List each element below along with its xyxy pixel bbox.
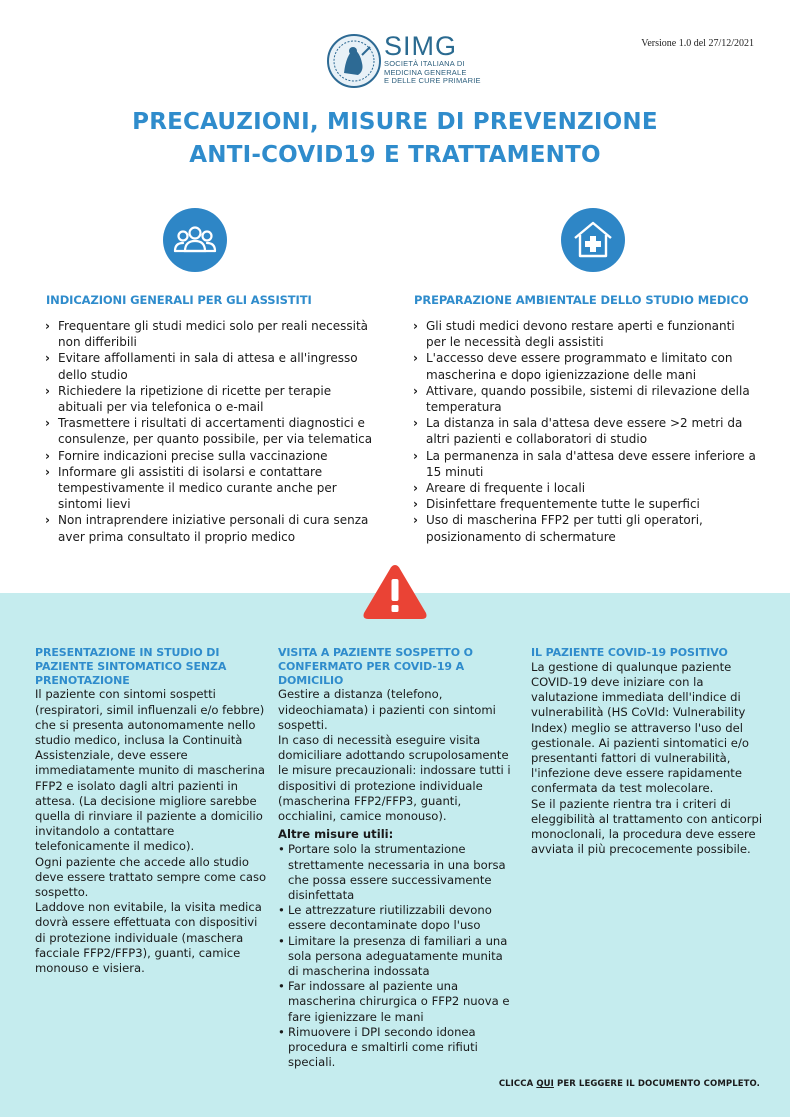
list-item: • Far indossare al paziente una mascherina chirurgica o FFP2 nuova e fare igienizzare le mani xyxy=(278,979,514,1025)
list-item: › Areare di frequente i locali xyxy=(413,481,586,496)
section-body xyxy=(278,687,514,1070)
chevron-right-icon: › xyxy=(413,383,418,398)
chevron-right-icon: › xyxy=(413,497,418,512)
paragraph: Laddove non evitabile, la visita medica dovrà essere effettuata con dispositivi di protezione individuale (maschera facciale FFP2/FFP3), guanti, camice monouso e visiera. xyxy=(35,900,262,976)
section-heading-environment: PREPARAZIONE AMBIENTALE DELLO STUDIO MEDICO xyxy=(414,293,749,307)
list-item: › Evitare affollamenti in sala di attesa e all'ingresso dello studio xyxy=(45,351,358,382)
chevron-right-icon: › xyxy=(45,383,50,398)
section-heading-general: INDICAZIONI GENERALI PER GLI ASSISTITI xyxy=(46,293,312,307)
chevron-right-icon: › xyxy=(413,416,418,431)
chevron-right-icon: › xyxy=(413,481,418,496)
title-line-1: PRECAUZIONI, MISURE DI PREVENZIONE xyxy=(132,109,658,135)
section-heading: PRESENTAZIONE IN STUDIO DI PAZIENTE SINTOMATICO SENZA PRENOTAZIONE xyxy=(35,646,227,687)
paragraph: Gestire a distanza (telefono, videochiamata) i pazienti con sintomi sospetti. xyxy=(278,687,496,732)
list-item: • Rimuovere i DPI secondo idonea procedura e smaltirli come rifiuti speciali. xyxy=(278,1025,514,1071)
list-item: › Uso di mascherina FFP2 per tutti gli operatori, posizionamento di schermature xyxy=(413,513,703,544)
chevron-right-icon: › xyxy=(45,513,50,528)
general-indications-list xyxy=(44,318,374,545)
chevron-right-icon: › xyxy=(413,319,418,333)
list-item: › Fornire indicazioni precise sulla vaccinazione xyxy=(45,448,328,463)
simg-logo-text xyxy=(384,32,481,86)
footer-post: PER LEGGERE IL DOCUMENTO COMPLETO. xyxy=(553,1079,760,1089)
subheading: Altre misure utili: xyxy=(278,827,394,842)
people-group-icon xyxy=(163,208,227,272)
logo-line-2: MEDICINA GENERALE xyxy=(384,67,467,77)
warning-triangle-icon xyxy=(360,561,430,623)
section-heading: IL PAZIENTE COVID-19 POSITIVO xyxy=(531,646,728,659)
logo-line-1: SOCIETÀ ITALIANA DI xyxy=(384,59,465,68)
paragraph: Ogni paziente che accede allo studio deve essere trattato sempre come caso sospetto. xyxy=(35,854,267,900)
list-item: › La distanza in sala d'attesa deve essere >2 metri da altri pazienti e collaboratori di studio xyxy=(413,416,743,447)
chevron-right-icon: › xyxy=(45,464,50,479)
list-item: › La permanenza in sala d'attesa deve essere inferiore a 15 minuti xyxy=(413,448,756,479)
chevron-right-icon: › xyxy=(45,448,50,463)
list-item: › L'accesso deve essere programmato e limitato con mascherina e dopo igienizzazione delle mani xyxy=(413,351,733,382)
list-item: › Gli studi medici devono restare aperti e funzionanti per le necessità degli assistiti xyxy=(413,319,735,350)
chevron-right-icon: › xyxy=(413,513,418,528)
title-line-2: ANTI-COVID19 E TRATTAMENTO xyxy=(189,142,601,168)
paragraph: Il paziente con sintomi sospetti (respiratori, simil influenzali e/o febbre) che si presenta autonomamente nello studio medico, inclusa la Continuità Assistenziale, deve essere immediatamente munito di mascherina FFP2 e isolato dagli altri pazienti in attesa. (La decisione migliore sarebbe quella di rinviare il paziente a domicilio invitandolo a contattare telefonicamente il medico). xyxy=(35,687,265,854)
chevron-right-icon: › xyxy=(45,319,50,333)
medical-house-icon xyxy=(561,208,625,272)
paragraph: In caso di necessità eseguire visita domiciliare adottando scrupolosamente le misure precauzionali: indossare tutti i dispositivi di protezione individuale (mascherina FFP2/FFP3, guanti, occhialini, camice monouso). xyxy=(278,733,511,824)
symptomatic-patient-section xyxy=(35,646,271,976)
list-item: › Informare gli assistiti di isolarsi e contattare tempestivamente il medico curante anche per sintomi lievi xyxy=(45,464,337,512)
list-item: • Limitare la presenza di familiari a una sola persona adeguatamente munita di mascherina indossata xyxy=(278,934,514,980)
measures-list xyxy=(278,842,514,1070)
list-item: • Le attrezzature riutilizzabili devono essere decontaminate dopo l'uso xyxy=(278,903,514,933)
logo-line-3: E DELLE CURE PRIMARIE xyxy=(384,76,481,85)
version-label: Versione 1.0 del 27/12/2021 xyxy=(641,38,754,49)
list-item: • Portare solo la strumentazione strettamente necessaria in una borsa che possa essere successivamente disinfettata xyxy=(278,842,514,903)
logo-name: SIMG xyxy=(384,31,458,61)
chevron-right-icon: › xyxy=(45,416,50,431)
list-item: › Frequentare gli studi medici solo per reali necessità non differibili xyxy=(45,319,369,350)
environment-prep-list xyxy=(412,318,758,545)
section-body xyxy=(35,687,271,976)
list-item: › Richiedere la ripetizione di ricette per terapie abituali per via telefonica o e-mail xyxy=(45,383,332,415)
list-item: › Disinfettare frequentemente tutte le superfici xyxy=(413,497,700,512)
paragraph: Se il paziente rientra tra i criteri di eleggibilità al trattamento con anticorpi monoclonali, la procedura deve essere avviata il più precocemente possibile. xyxy=(531,796,763,857)
chevron-right-icon: › xyxy=(413,448,418,463)
simg-logo-emblem xyxy=(326,33,382,89)
chevron-right-icon: › xyxy=(45,351,50,366)
list-item: › Non intraprendere iniziative personali di cura senza aver prima consultato il proprio medico xyxy=(45,513,369,544)
footer-pre: CLICCA xyxy=(498,1079,537,1089)
document-link[interactable]: QUI xyxy=(536,1079,554,1089)
section-body xyxy=(531,660,763,858)
list-item: › Trasmettere i risultati di accertamenti diagnostici e consulenze, per quanto possibile, per via telematica xyxy=(45,416,373,447)
list-item: › Attivare, quando possibile, sistemi di rilevazione della temperatura xyxy=(413,383,750,415)
section-heading: VISITA A PAZIENTE SOSPETTO O CONFERMATO PER COVID-19 A DOMICILIO xyxy=(278,646,473,687)
page-title xyxy=(0,106,790,172)
chevron-right-icon: › xyxy=(413,351,418,366)
paragraph: La gestione di qualunque paziente COVID-19 deve iniziare con la valutazione immediata dell'indice di vulnerabilità (HS CoVId: Vulnerability Index) meglio se attraverso l'uso del gestionale. Ai pazienti sintomatici e/o presentanti fattori di vulnerabilità, l'infezione deve essere rapidamente confermata da test molecolare. xyxy=(531,659,749,796)
footer-note xyxy=(499,1079,760,1089)
home-visit-section xyxy=(278,646,514,1070)
positive-patient-section xyxy=(531,646,763,857)
